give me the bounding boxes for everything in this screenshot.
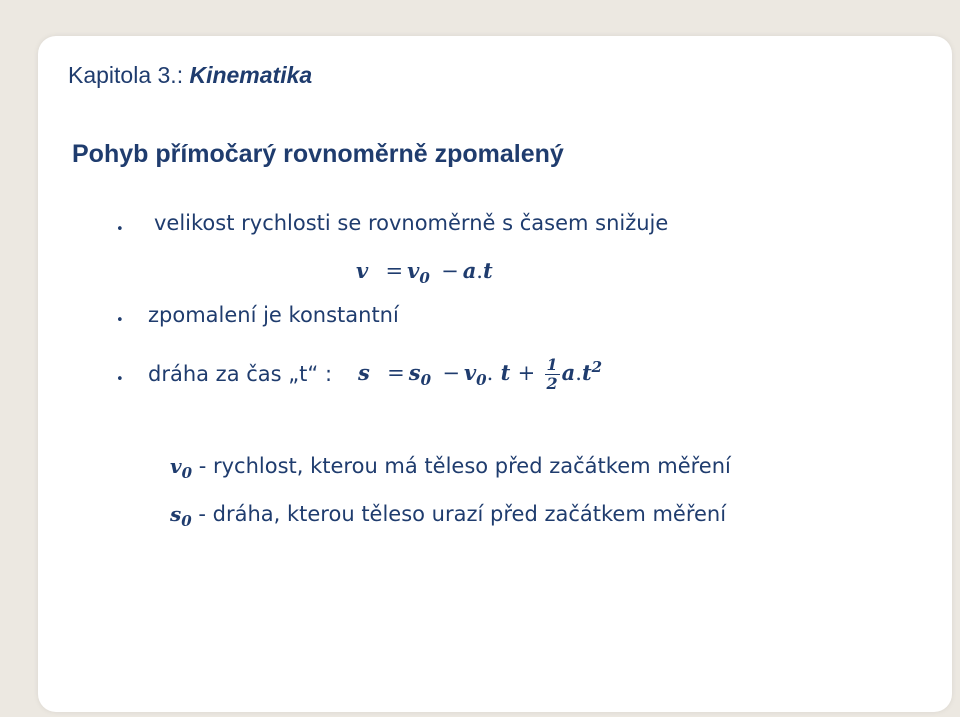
formula-v0-2: v <box>463 360 477 385</box>
legend-symbol-v: v <box>170 454 182 478</box>
formula-equals-2: = <box>387 361 405 385</box>
formula-s: s <box>358 360 370 385</box>
formula-fraction <box>545 356 560 393</box>
formula-dot: . <box>476 259 483 283</box>
chapter-prefix: Kapitola 3.: <box>68 62 190 88</box>
bullet-marker-1: • <box>116 222 124 237</box>
legend-line-s0 <box>170 502 726 530</box>
chapter-heading <box>68 62 312 89</box>
bullet-marker-2: • <box>116 313 124 328</box>
chapter-name: Kinematika <box>189 62 313 88</box>
formula-plus: + <box>517 361 536 385</box>
legend-text-s0: - dráha, kterou těleso urazí před začátkem měření <box>191 502 727 526</box>
formula-t-squared: 2 <box>591 358 603 376</box>
formula-s0-subscript: 0 <box>420 371 432 390</box>
fraction-numerator: 1 <box>546 355 558 374</box>
formula-dot-2: . <box>575 361 582 385</box>
formula-v: v <box>356 258 369 283</box>
formula-equals: = <box>385 259 404 283</box>
formula-s0: s <box>408 360 421 385</box>
bullet-text-2: zpomalení je konstantní <box>148 303 399 327</box>
formula-minus: − <box>441 259 459 283</box>
formula-t-1: t <box>500 360 511 385</box>
legend-text-v0: - rychlost, kterou má těleso před začátkem měření <box>192 454 731 478</box>
formula-t: t <box>482 258 493 283</box>
fraction-denominator: 2 <box>546 374 558 393</box>
legend-line-v0 <box>170 454 731 482</box>
formula-v0-subscript: 0 <box>419 269 430 288</box>
formula-a: a <box>462 258 477 283</box>
legend-symbol-v-subscript: 0 <box>181 464 193 483</box>
formula-minus-2: − <box>442 361 460 385</box>
formula-dot-1: . <box>486 361 494 385</box>
formula-v0-subscript-2: 0 <box>476 371 487 390</box>
slide-title: Pohyb přímočarý rovnoměrně zpomalený <box>72 140 564 168</box>
velocity-formula <box>356 258 493 287</box>
formula-t-2: t <box>581 360 592 385</box>
formula-a-2: a <box>561 360 576 385</box>
legend-symbol-s-subscript: 0 <box>181 512 192 531</box>
bullet-text-3: dráha za čas „t“ : <box>148 362 333 386</box>
bullet-text-1: velikost rychlosti se rovnoměrně s časem snižuje <box>154 211 669 235</box>
bullet-marker-3: • <box>116 372 124 387</box>
distance-formula <box>358 356 602 393</box>
formula-v0: v <box>407 258 420 283</box>
legend-symbol-s: s <box>170 502 182 526</box>
